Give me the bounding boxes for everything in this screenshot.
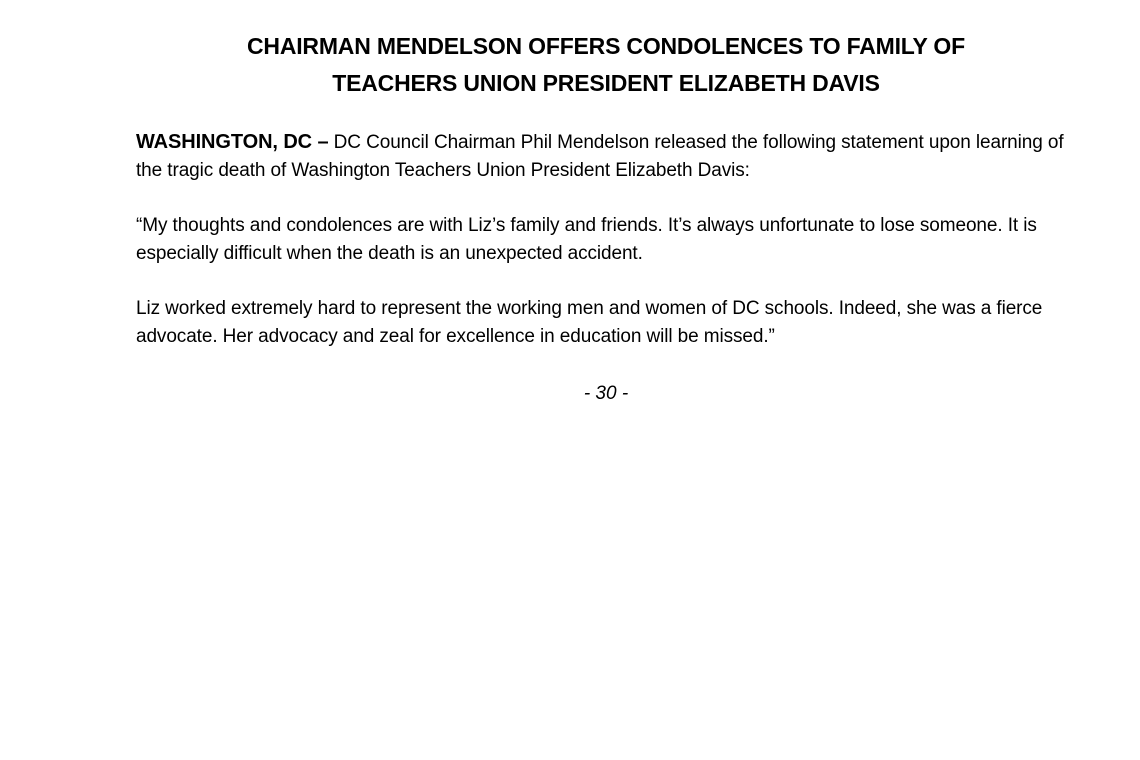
headline-line-1: CHAIRMAN MENDELSON OFFERS CONDOLENCES TO FAMILY OF <box>247 33 965 59</box>
end-mark: - 30 - <box>583 383 629 404</box>
headline-line-2: TEACHERS UNION PRESIDENT ELIZABETH DAVIS <box>332 70 880 96</box>
release-body <box>136 128 1076 351</box>
intro-text: DC Council Chairman Phil Mendelson released the following statement upon learning of the tragic death of Washington Teachers Union President Elizabeth Davis: <box>136 132 1064 181</box>
press-release <box>136 28 1076 405</box>
dateline: WASHINGTON, DC – <box>136 131 329 153</box>
quote-paragraph-1: “My thoughts and condolences are with Liz’s family and friends. It’s always unfortunate to lose someone. It is especially difficult when the death is an unexpected accident. <box>136 215 1037 264</box>
headline <box>136 28 1076 102</box>
intro-paragraph <box>136 128 1076 185</box>
quote-paragraph-2: Liz worked extremely hard to represent the working men and women of DC schools. Indeed, she was a fierce advocate. Her advocacy and zeal for excellence in education will be missed.” <box>136 298 1043 347</box>
